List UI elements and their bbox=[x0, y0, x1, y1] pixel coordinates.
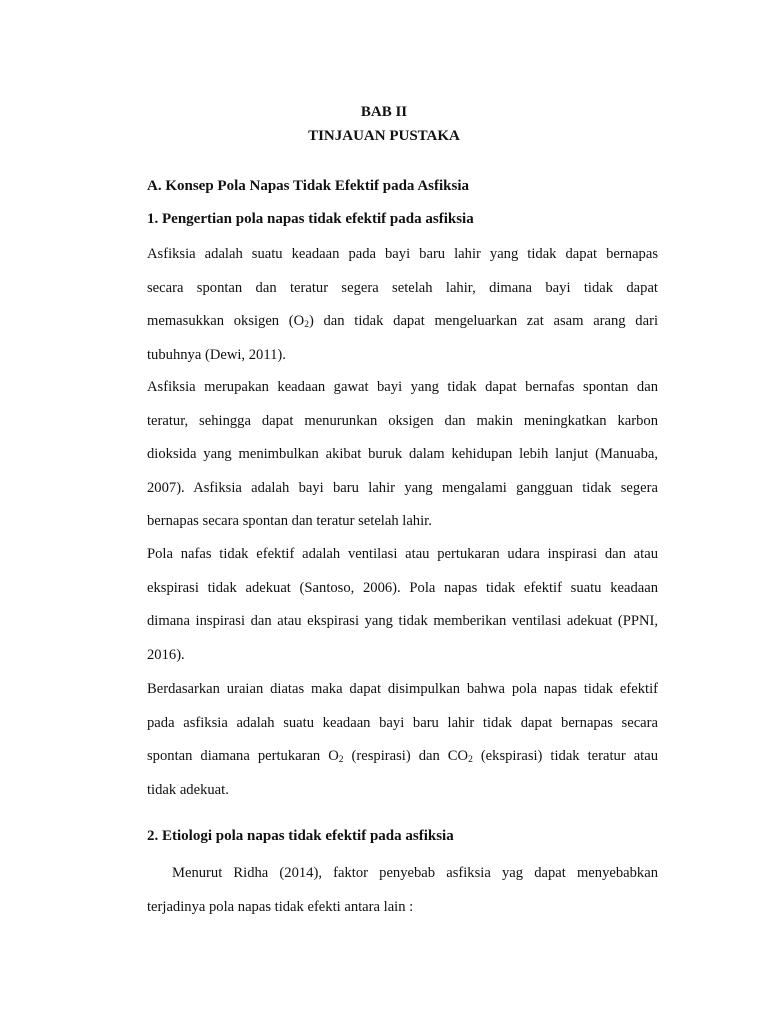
text-fragment: (ekspirasi) tidak teratur atau bbox=[472, 748, 658, 764]
chapter-number: BAB II bbox=[360, 104, 408, 120]
subscript: 2 bbox=[468, 755, 473, 765]
paragraph-line: Pola nafas tidak efektif adalah ventilasi atau pertukaran udara inspirasi dan atau bbox=[147, 546, 658, 562]
chapter-title: TINJAUAN PUSTAKA bbox=[308, 128, 460, 144]
text-fragment: spontan diamana pertukaran O bbox=[147, 748, 339, 764]
subsection-1-heading: 1. Pengertian pola napas tidak efektif pada asfiksia bbox=[147, 211, 474, 227]
paragraph-line: secara spontan dan teratur segera setelah lahir, dimana bayi tidak dapat bbox=[147, 279, 658, 296]
paragraph-definition-3 bbox=[147, 538, 658, 672]
paragraph-line: Menurut Ridha (2014), faktor penyebab asfiksia yag dapat menyebabkan bbox=[172, 865, 658, 881]
paragraph-line: dioksida yang menimbulkan akibat buruk dalam kehidupan lebih lanjut (Manuaba, bbox=[147, 446, 658, 462]
paragraph-line: tidak adekuat. bbox=[147, 781, 229, 798]
paragraph-definition-1 bbox=[147, 238, 658, 372]
paragraph-etiology bbox=[147, 857, 658, 924]
paragraph-conclusion bbox=[147, 673, 658, 807]
paragraph-line: ekspirasi tidak adekuat (Santoso, 2006). Pola napas tidak efektif suatu keadaan bbox=[147, 579, 658, 596]
paragraph-line: 2016). bbox=[147, 646, 185, 663]
paragraph-definition-2 bbox=[147, 371, 658, 539]
subsection-2-heading: 2. Etiologi pola napas tidak efektif pada asfiksia bbox=[147, 828, 454, 844]
paragraph-line: tubuhnya (Dewi, 2011). bbox=[147, 346, 286, 363]
paragraph-line: Asfiksia merupakan keadaan gawat bayi yang tidak dapat bernafas spontan dan bbox=[147, 379, 658, 395]
section-a-heading: A. Konsep Pola Napas Tidak Efektif pada Asfiksia bbox=[147, 178, 470, 194]
paragraph-line: dimana inspirasi dan atau ekspirasi yang tidak memberikan ventilasi adekuat (PPNI, bbox=[147, 613, 658, 629]
paragraph-line: teratur, sehingga dapat menurunkan oksigen dan makin meningkatkan karbon bbox=[147, 412, 658, 429]
text-fragment: memasukkan oksigen (O bbox=[147, 313, 305, 329]
paragraph-line: Berdasarkan uraian diatas maka dapat disimpulkan bahwa pola napas tidak efektif bbox=[147, 681, 658, 697]
paragraph-line bbox=[147, 740, 658, 774]
paragraph-line: Asfiksia adalah suatu keadaan pada bayi baru lahir yang tidak dapat bernapas bbox=[147, 246, 658, 262]
subscript: 2 bbox=[338, 755, 344, 765]
text-fragment: ) dan tidak dapat mengeluarkan zat asam arang dari bbox=[308, 313, 658, 329]
paragraph-line bbox=[147, 305, 658, 339]
paragraph-line: pada asfiksia adalah suatu keadaan bayi baru lahir tidak dapat bernapas secara bbox=[147, 714, 658, 731]
text-fragment: (respirasi) dan CO bbox=[343, 748, 469, 764]
paragraph-line: bernapas secara spontan dan teratur setelah lahir. bbox=[147, 513, 432, 529]
paragraph-line: terjadinya pola napas tidak efekti antara lain : bbox=[147, 898, 414, 915]
subscript: 2 bbox=[304, 320, 309, 330]
paragraph-line: 2007). Asfiksia adalah bayi baru lahir yang mengalami gangguan tidak segera bbox=[147, 479, 658, 496]
